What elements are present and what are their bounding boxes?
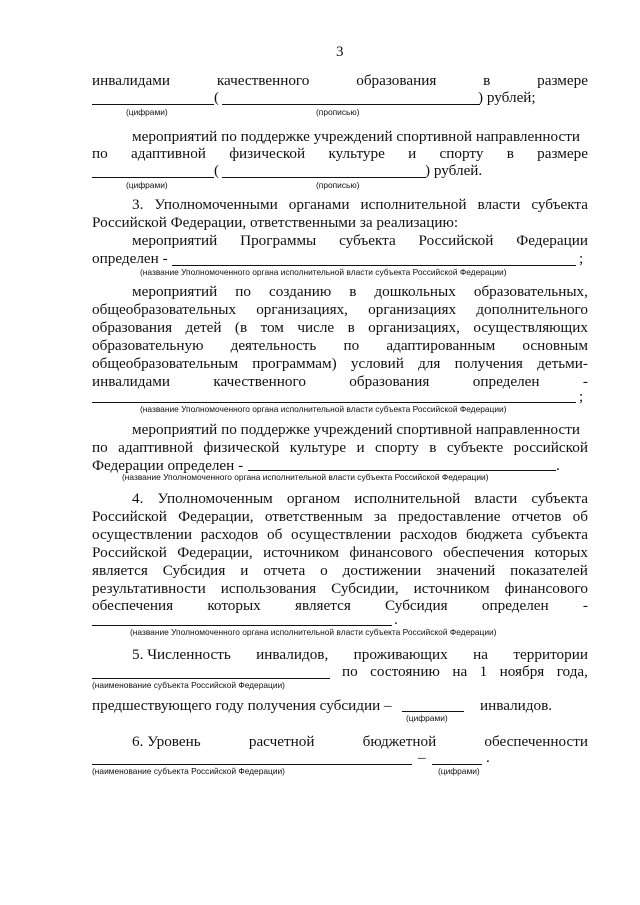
word: показателей [510,562,588,579]
word: Российской [418,232,494,249]
word: Уполномоченным [157,490,273,507]
word: является [295,597,351,614]
text-line [92,337,588,355]
word: бюджетной [362,733,437,750]
period: . [394,611,398,628]
word: за [374,508,387,525]
amount-words-line [222,104,480,105]
word: исполнительной [354,490,461,507]
word: образовательных, [473,283,588,300]
text-line [92,580,588,598]
text-line [92,355,588,373]
subject-caption: (наименование субъекта Российской Федерации) [92,766,285,776]
word: Субсидии, [331,580,399,597]
semicolon: ; [579,388,584,405]
word: размере [537,145,588,162]
word: Федерации, [178,508,254,525]
word: по [92,145,108,162]
semicolon: ; [579,250,584,267]
word: созданию [269,283,332,300]
period: . [486,749,490,766]
word: для [418,355,441,372]
word: расчетной [248,733,315,750]
digits-caption: (цифрами) [126,180,168,190]
word: 6. Уровень [132,733,201,750]
word: инвалидов, [256,646,329,663]
text-line [92,439,588,457]
word: адаптивной [131,145,206,162]
word: расходов [399,526,458,543]
word: образовательную [92,337,204,354]
text-line: мероприятий по поддержке учреждений спортивной направленности [132,421,580,438]
word: 4. [132,490,144,507]
word: в [429,439,437,456]
authority-line [92,402,576,403]
word: мероприятий [132,283,218,300]
word: территории [513,646,588,663]
word: в [483,72,491,89]
word: Субсидия [162,562,226,579]
text-line: Российской Федерации, ответственными за реализацию: [92,214,459,231]
digits-caption: (цифрами) [126,107,168,117]
word: общеобразовательных [92,301,237,318]
word: исполнительной [360,196,467,213]
digits-caption: (цифрами) [406,713,448,723]
word: и [356,439,365,456]
authority-line [172,265,576,266]
rubles-text: ) рублей; [478,89,536,106]
digits-line [432,764,482,765]
text-line [92,373,588,391]
word: ответственным [264,508,363,525]
word: адаптивной [118,439,194,456]
word: достижении [342,562,422,579]
word: (в [234,319,248,336]
word: которых [534,544,588,561]
word: организациях [368,301,457,318]
word: мероприятий [132,232,218,249]
word: проживающих [353,646,448,663]
page-number: 3 [336,44,344,60]
word: физической [203,439,280,456]
word: Субсидия [385,597,448,614]
word: ноября [499,663,545,680]
word: определен [472,373,540,390]
word: образования [356,72,437,89]
rubles-text: ) рублей. [425,162,483,179]
authority-caption: (название Уполномоченного органа исполнительной власти субъекта Российской Федерации) [140,267,507,277]
amount-words-line [222,177,426,178]
word: об [572,508,588,525]
word: источником [263,544,339,561]
authority-caption: (название Уполномоченного органа исполнительной власти субъекта Российской Федерации) [130,627,497,637]
subject-caption: (наименование субъекта Российской Федерации) [92,680,285,690]
words-caption: (прописью) [316,180,360,190]
amount-digits-line [92,104,214,105]
word: власти [477,196,521,213]
word: власти [474,490,518,507]
period: . [556,457,560,474]
word: осуществлении [92,526,192,543]
word: культуре [328,145,385,162]
text-line [92,72,588,90]
word: предоставление [397,508,501,525]
text-line: мероприятий по поддержке учреждений спортивной направленности [132,128,580,145]
word: качественного [213,373,306,390]
word: о [320,562,328,579]
authority-line [248,470,556,471]
word: использования [220,580,317,597]
word: является [92,562,148,579]
word: образования [92,319,173,336]
word: физической [229,145,306,162]
open-paren: ( [214,89,220,106]
digits-line [402,711,464,712]
authority-caption: (название Уполномоченного органа исполнительной власти субъекта Российской Федерации) [140,404,507,414]
word: - [582,373,588,390]
word: источником [413,580,490,597]
text-line [92,145,588,163]
word: в [506,145,514,162]
word: отчета [263,562,306,579]
word: года, [556,663,588,680]
word: - [582,597,588,614]
word: дополнительного [476,301,588,318]
text-line [92,544,588,562]
words-caption: (прописью) [316,107,360,117]
word: органами [288,196,350,213]
authority-line [92,625,392,626]
word: 5. Численность [132,646,231,663]
word: дошкольных [374,283,456,300]
text-line [92,319,588,337]
text-line: инвалидов. [480,697,553,714]
word: деятельность [230,337,317,354]
word: на [452,663,468,680]
word: финансового [349,544,433,561]
open-paren: ( [214,162,220,179]
word: субъекта [531,196,588,213]
subject-name-line [92,678,330,679]
word: Федерации [516,232,588,249]
word: на [473,646,488,663]
word: осуществляющих [473,319,588,336]
word: том [260,319,284,336]
word: получения [454,355,523,372]
text-line: Федерации определен - [92,457,244,474]
word: организациях, [368,319,460,336]
word: по [342,663,358,680]
word: отчетов [511,508,562,525]
word: результативности [92,580,206,597]
word: которых [207,597,261,614]
word: культуре [289,439,347,456]
word: по [235,283,252,300]
word: бюджета [465,526,523,543]
word: спорту [439,145,484,162]
word: значений [436,562,496,579]
word: инвалидами [92,72,171,89]
word: субъекте [446,439,504,456]
word: расходов [200,526,259,543]
word: детей [185,319,222,336]
word: спорту [375,439,419,456]
word: качественного [216,72,310,89]
word: образования [349,373,430,390]
defined-label: определен - [92,250,168,267]
text-line [132,733,588,751]
word: в [349,283,357,300]
word: основным [522,337,588,354]
word: Федерации, [177,544,253,561]
word: субъекта [531,490,588,507]
word: обеспечения [443,544,525,561]
subject-name-line [92,764,412,765]
word: обеспечения [92,597,174,614]
text-line [342,663,588,681]
text-line [132,490,588,508]
word: российской [513,439,588,456]
word: об [266,526,283,543]
word: инвалидами [92,373,171,390]
word: обеспеченности [484,733,588,750]
text-line [132,232,588,250]
word: органом [286,490,341,507]
amount-digits-line [92,177,214,178]
word: 1 [479,663,488,680]
word: в [347,319,355,336]
word: состоянию [370,663,440,680]
digits-caption: (цифрами) [438,766,480,776]
text-line [92,562,588,580]
word: по [92,439,108,456]
text-line [132,646,588,664]
word: Программы [240,232,317,249]
word: детьми- [537,355,588,372]
word: Российской [92,508,167,525]
text-line [92,301,588,319]
text-line: предшествующего году получения субсидии – [92,697,392,714]
word: субъекта [339,232,396,249]
word: размере [537,72,588,89]
word: программам) [252,355,337,372]
word: Уполномоченными [154,196,278,213]
word: 3. [132,196,144,213]
word: Российской [92,544,167,561]
word: по [343,337,360,354]
word: и [408,145,417,162]
text-line [92,597,588,615]
word: числе [297,319,335,336]
word: адаптированным [386,337,496,354]
word: и [240,562,249,579]
word: определен [481,597,549,614]
word: организациях, [256,301,348,318]
text-line [132,283,588,301]
word: субъекта [531,526,588,543]
authority-caption: (название Уполномоченного органа исполнительной власти субъекта Российской Федерации) [122,472,489,482]
word: общеобразовательным [92,355,239,372]
text-line [92,508,588,526]
text-line [132,196,588,214]
dash: – [418,749,426,766]
word: осуществлении [291,526,391,543]
word: условий [350,355,404,372]
text-line [92,526,588,544]
word: финансового [504,580,588,597]
